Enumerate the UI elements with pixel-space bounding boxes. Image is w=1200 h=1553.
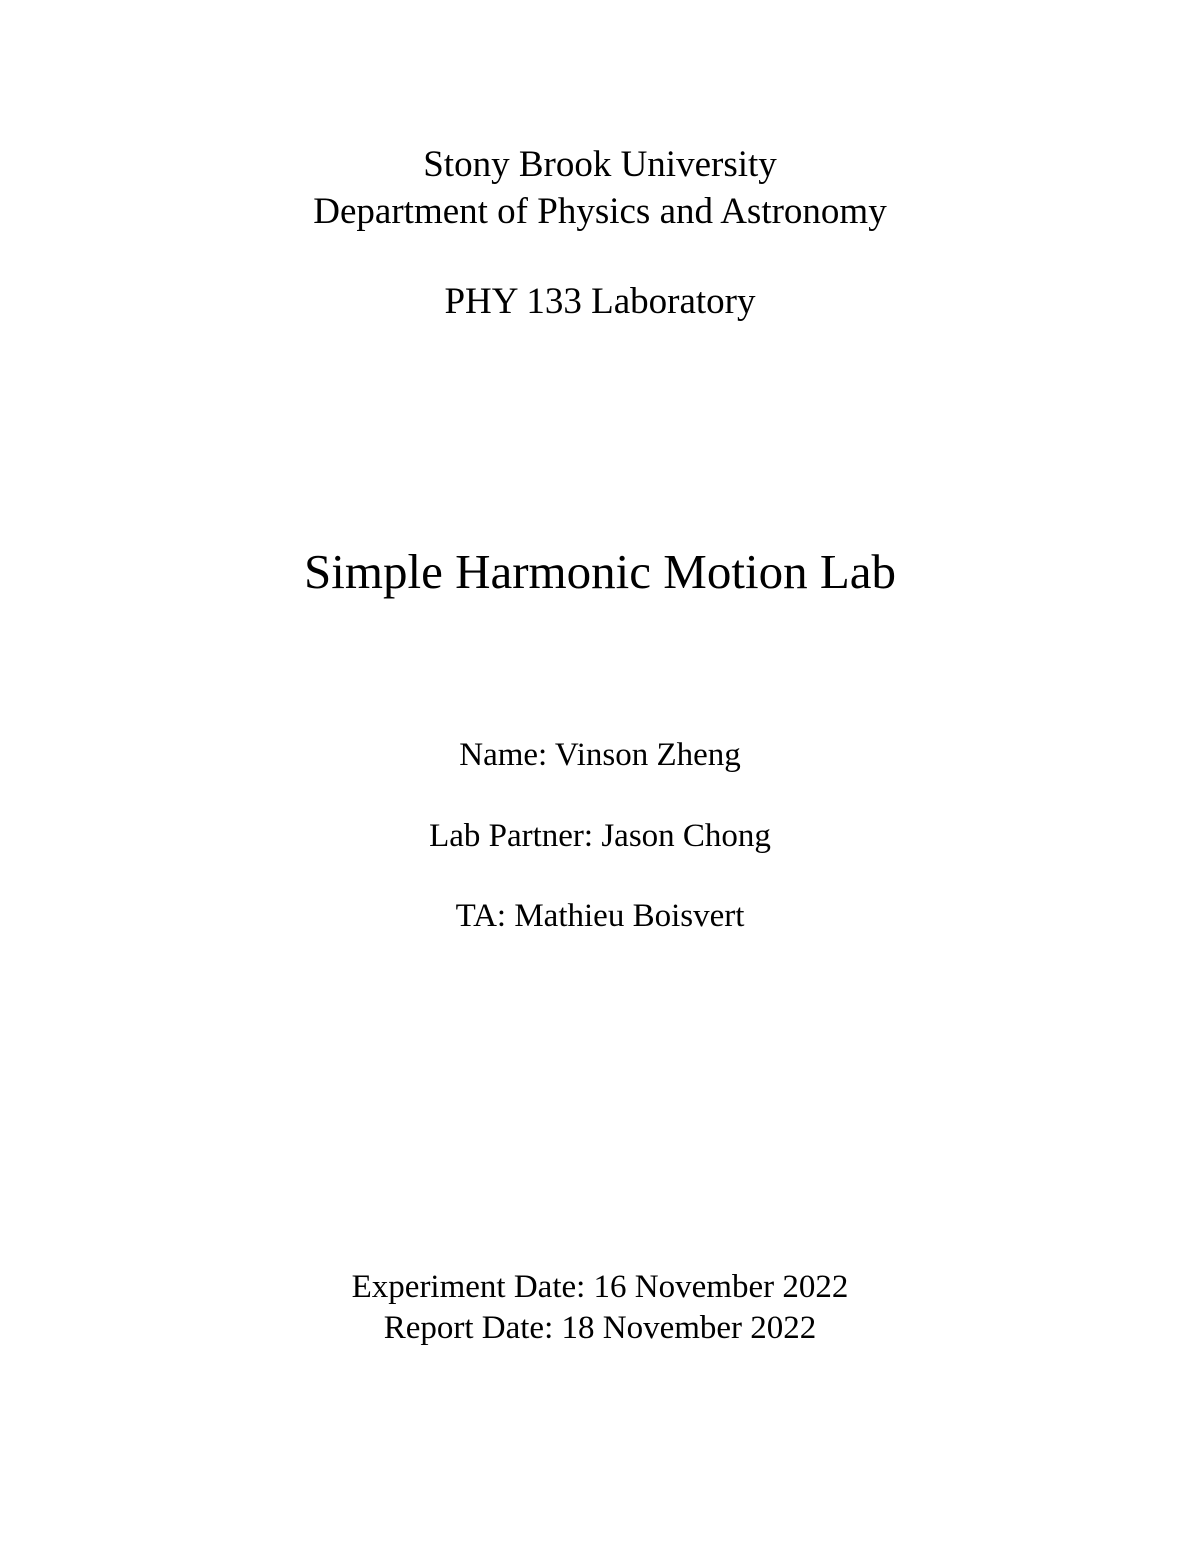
- teaching-assistant: TA: Mathieu Boisvert: [455, 898, 745, 934]
- experiment-date: Experiment Date: 16 November 2022: [351, 1269, 849, 1305]
- report-date: Report Date: 18 November 2022: [383, 1310, 817, 1346]
- university-name: Stony Brook University: [423, 144, 777, 185]
- lab-partner: Lab Partner: Jason Chong: [429, 818, 771, 854]
- report-title: Simple Harmonic Motion Lab: [304, 544, 896, 599]
- student-name: Name: Vinson Zheng: [459, 737, 741, 773]
- course-name: PHY 133 Laboratory: [444, 281, 756, 322]
- department-name: Department of Physics and Astronomy: [313, 191, 887, 232]
